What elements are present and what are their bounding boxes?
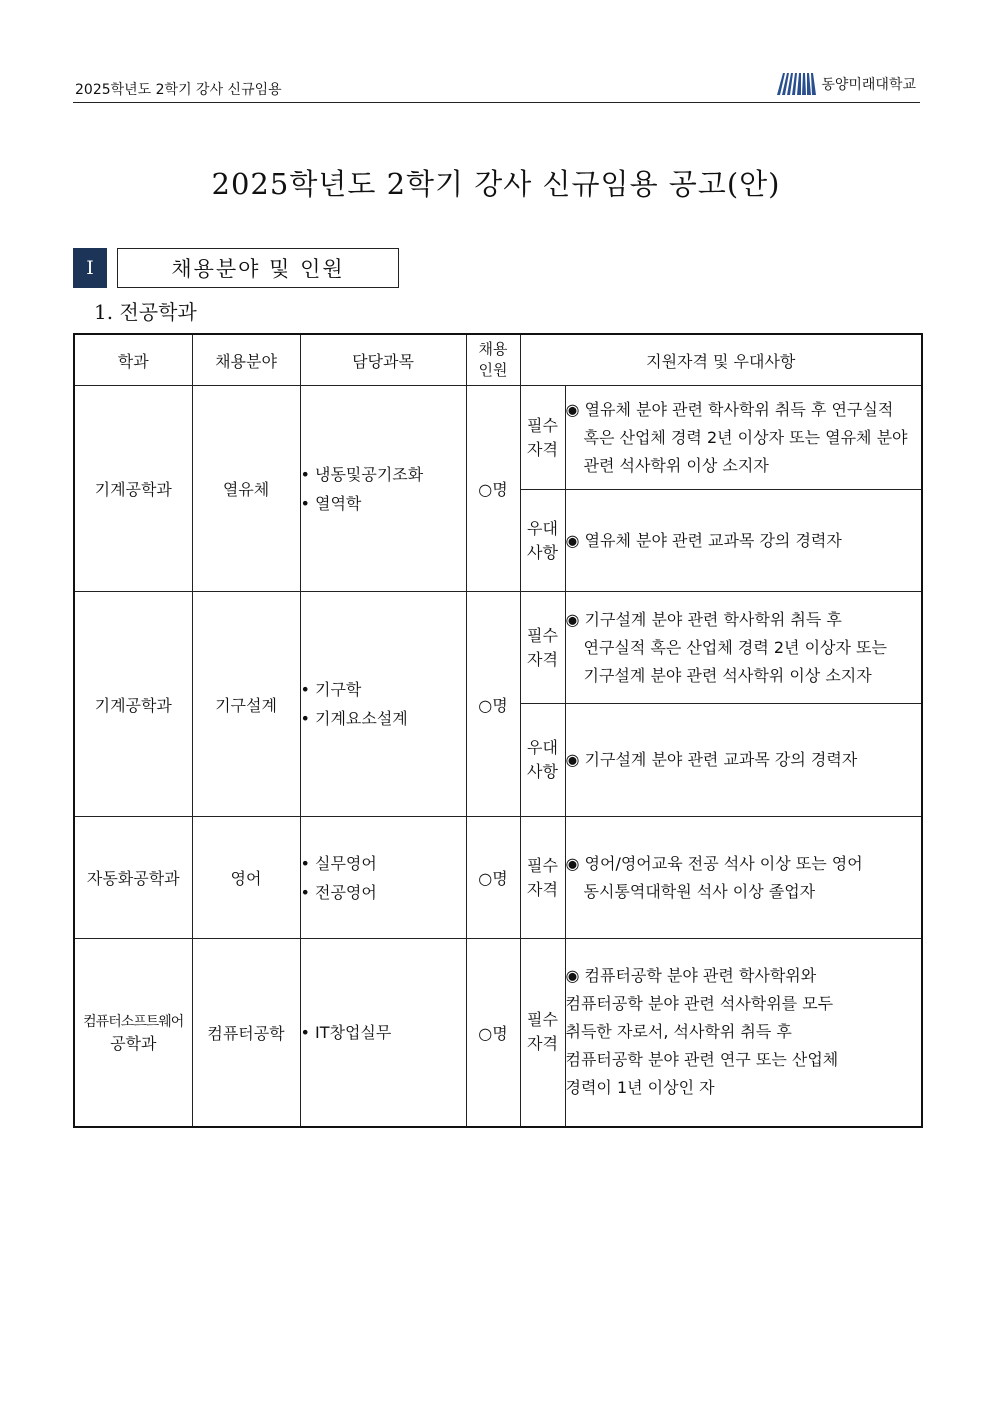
req-text: ◉ 영어/영어교육 전공 석사 이상 또는 영어 동시통역대학원 석사 이상 졸업자 [565,817,922,939]
header-count: 채용 인원 [466,334,520,386]
table-row [74,386,922,490]
page-header [73,70,920,103]
page-title: 2025학년도 2학기 강사 신규임용 공고(안) [211,167,781,201]
req-text: ◉ 컴퓨터공학 분야 관련 학사학위와 컴퓨터공학 분야 관련 석사학위를 모두 취득한 자로서, 석사학위 취득 후 컴퓨터공학 분야 관련 연구 또는 산업체 경력이 1년 이상인 자 [565,939,922,1127]
req-text: ◉ 기구설계 분야 관련 학사학위 취득 후 연구실적 혹은 산업체 경력 2년 이상자 또는 기구설계 분야 관련 석사학위 이상 소지자 [565,592,922,704]
dept-cell: 컴퓨터소프트웨어 공학과 [74,939,192,1127]
table-header-row [74,334,922,386]
pref-label: 우대 사항 [520,704,565,817]
req-label: 필수 자격 [520,592,565,704]
recruitment-table [73,333,923,1128]
university-logo-icon [775,71,817,97]
req-label: 필수 자격 [520,386,565,490]
dept-cell: 자동화공학과 [74,817,192,939]
pref-text: ◉ 기구설계 분야 관련 교과목 강의 경력자 [565,704,922,817]
pref-label: 우대 사항 [520,490,565,592]
field-cell: 컴퓨터공학 [192,939,300,1127]
pref-text: ◉ 열유체 분야 관련 교과목 강의 경력자 [565,490,922,592]
req-label: 필수 자격 [520,817,565,939]
university-name: 동양미래대학교 [821,77,916,93]
subjects-cell: • 냉동및공기조화 • 열역학 [300,386,466,592]
table-row [74,592,922,704]
dept-cell: 기계공학과 [74,592,192,817]
header-logo [775,71,916,97]
section-number: I [73,248,107,288]
subjects-cell: • 실무영어 • 전공영어 [300,817,466,939]
header-qualification: 지원자격 및 우대사항 [520,334,922,386]
table-row [74,939,922,1127]
dept-cell: 기계공학과 [74,386,192,592]
count-cell: ○명 [466,817,520,939]
field-cell: 열유체 [192,386,300,592]
field-cell: 영어 [192,817,300,939]
section-title: 채용분야 및 인원 [117,248,399,288]
header-subjects: 담당과목 [300,334,466,386]
header-field: 채용분야 [192,334,300,386]
req-label: 필수 자격 [520,939,565,1127]
header-doc-title: 2025학년도 2학기 강사 신규임용 [75,82,282,98]
count-cell: ○명 [466,386,520,592]
req-text: ◉ 열유체 분야 관련 학사학위 취득 후 연구실적 혹은 산업체 경력 2년 이상자 또는 열유체 분야 관련 석사학위 이상 소지자 [565,386,922,490]
header-dept: 학과 [74,334,192,386]
count-cell: ○명 [466,939,520,1127]
subsection-title: 1. 전공학과 [94,300,197,324]
field-cell: 기구설계 [192,592,300,817]
count-cell: ○명 [466,592,520,817]
subjects-cell: • IT창업실무 [300,939,466,1127]
table-row [74,817,922,939]
subjects-cell: • 기구학 • 기계요소설계 [300,592,466,817]
